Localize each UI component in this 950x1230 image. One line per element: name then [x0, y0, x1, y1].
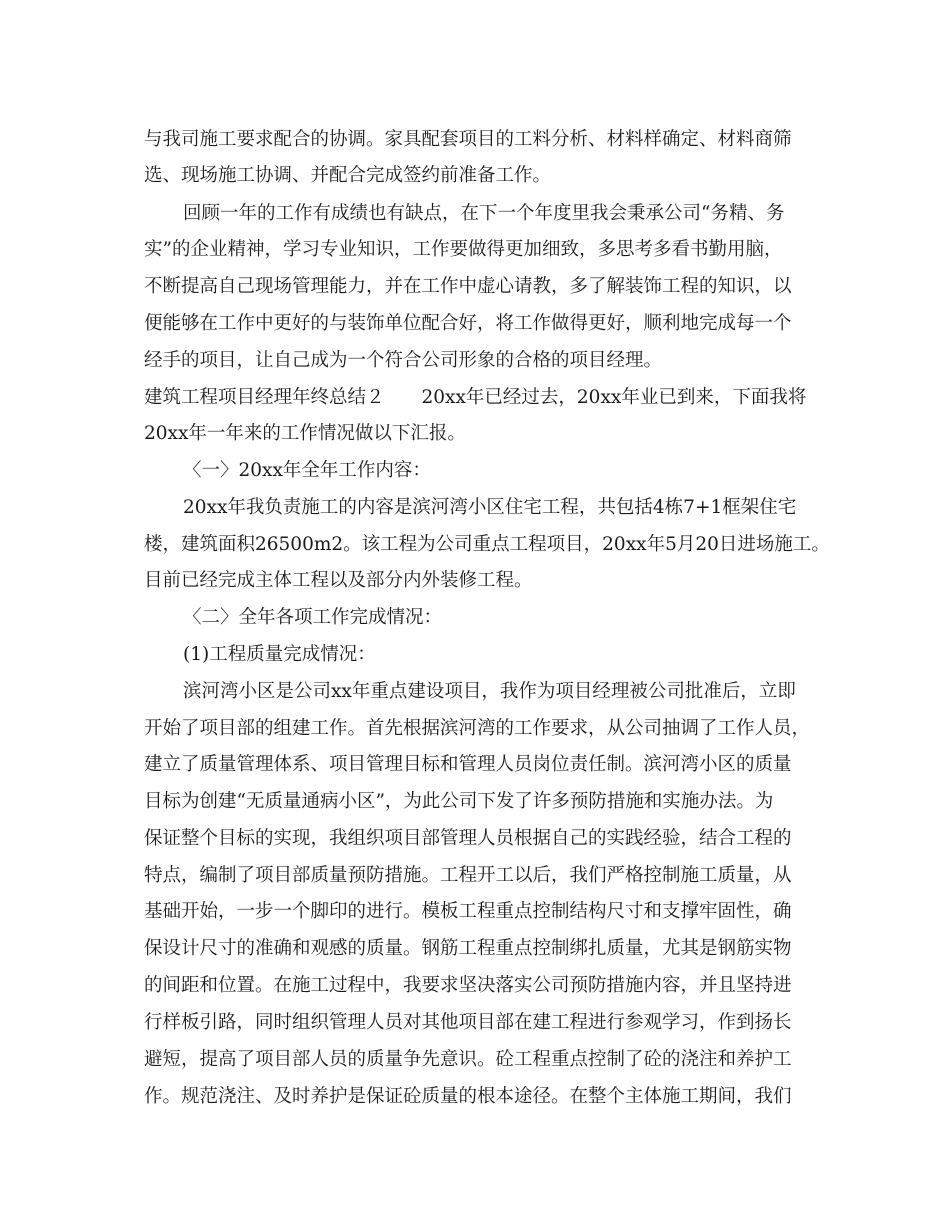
text-line: 实”的企业精神，学习专业知识，工作要做得更加细致，多思考多看书勤用脑，: [144, 239, 783, 260]
text-line: 与我司施工要求配合的协调。家具配套项目的工料分析、材料样确定、材料商筛: [144, 129, 792, 150]
text-line: 特点，编制了项目部质量预防措施。工程开工以后，我们严格控制施工质量，从: [144, 865, 792, 886]
text-line: 选、现场施工协调、并配合完成签约前准备工作。: [144, 165, 552, 186]
text-line: 楼，建筑面积26500m2。该工程为公司重点工程项目，20xx年5月20日进场施工。: [144, 534, 830, 555]
text-line: 便能够在工作中更好的与装饰单位配合好，将工作做得更好，顺利地完成每一个: [144, 313, 792, 334]
text-line: 〈二〉全年各项工作完成情况：: [183, 607, 443, 628]
text-line: 20xx年一年来的工作情况做以下汇报。: [144, 423, 466, 444]
text-line: 目标为创建“无质量通病小区”，为此公司下发了许多预防措施和实施办法。为: [144, 791, 774, 812]
text-line: (1)工程质量完成情况：: [183, 644, 376, 665]
text-line: 回顾一年的工作有成绩也有缺点，在下一个年度里我会秉承公司“务精、务: [183, 203, 785, 224]
text-line: 20xx年我负责施工的内容是滨河湾小区住宅工程，共包括4栋7+1框架住宅: [183, 497, 797, 518]
text-line: 建筑工程项目经理年终总结２ 20xx年已经过去，20xx年业已到来，下面我将: [144, 387, 807, 408]
text-line: 目前已经完成主体工程以及部分内外装修工程。: [144, 570, 533, 591]
text-line: 作。规范浇注、及时养护是保证砼质量的根本途径。在整个主体施工期间，我们: [144, 1086, 792, 1107]
text-line: 〈一〉20xx年全年工作内容：: [183, 460, 431, 481]
text-line: 的间距和位置。在施工过程中，我要求坚决落实公司预防措施内容，并且坚持进: [144, 975, 792, 996]
text-line: 滨河湾小区是公司xx年重点建设项目，我作为项目经理被公司批准后，立即: [183, 681, 796, 702]
text-line: 避短，提高了项目部人员的质量争先意识。砼工程重点控制了砼的浇注和养护工: [144, 1049, 792, 1070]
text-line: 开始了项目部的组建工作。首先根据滨河湾的工作要求，从公司抽调了工作人员，: [144, 718, 811, 739]
text-line: 保设计尺寸的准确和观感的质量。钢筋工程重点控制绑扎质量，尤其是钢筋实物: [144, 938, 792, 959]
text-line: 建立了质量管理体系、项目管理目标和管理人员岗位责任制。滨河湾小区的质量: [144, 754, 792, 775]
text-line: 保证整个目标的实现，我组织项目部管理人员根据自己的实践经验，结合工程的: [144, 828, 792, 849]
text-line: 行样板引路，同时组织管理人员对其他项目部在建工程进行参观学习，作到扬长: [144, 1012, 792, 1033]
text-line: 基础开始，一步一个脚印的进行。模板工程重点控制结构尺寸和支撑牢固性，确: [144, 901, 792, 922]
text-line: 经手的项目，让自己成为一个符合公司形象的合格的项目经理。: [144, 350, 663, 371]
text-line: 不断提高自己现场管理能力，并在工作中虚心请教，多了解装饰工程的知识，以: [144, 276, 792, 297]
